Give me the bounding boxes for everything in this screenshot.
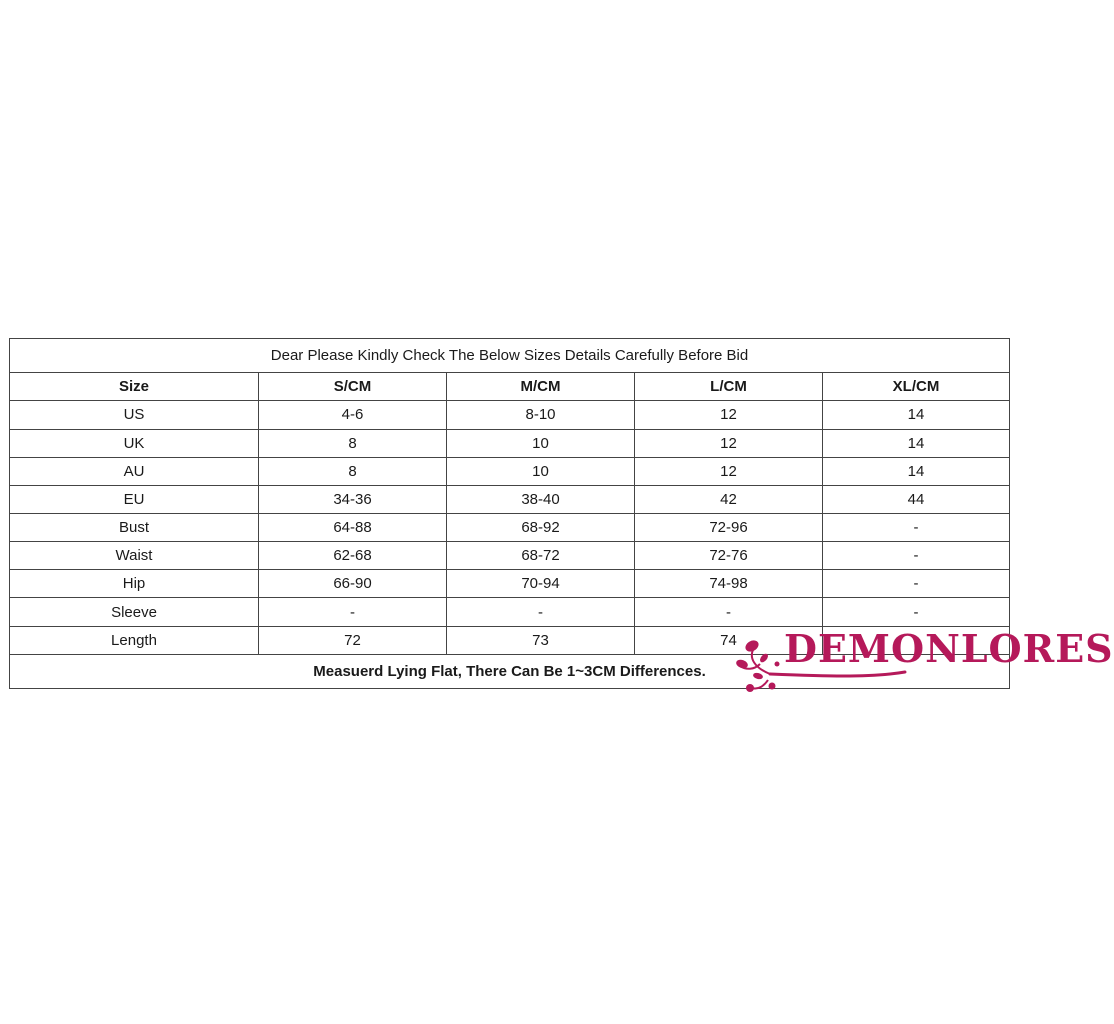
brand-watermark-text: DEMONLORES xyxy=(784,626,1114,671)
table-cell: - xyxy=(823,513,1010,541)
table-caption: Dear Please Kindly Check The Below Sizes Details Carefully Before Bid xyxy=(10,339,1010,373)
table-cell: 72-76 xyxy=(635,542,823,570)
table-cell: 68-92 xyxy=(447,513,635,541)
table-cell: - xyxy=(259,598,447,626)
table-row xyxy=(10,429,1010,457)
row-label: US xyxy=(10,401,259,429)
row-label: EU xyxy=(10,485,259,513)
table-cell: 4-6 xyxy=(259,401,447,429)
table-cell: - xyxy=(447,598,635,626)
table-row xyxy=(10,542,1010,570)
table-cell: 10 xyxy=(447,429,635,457)
table-row xyxy=(10,457,1010,485)
header-cell: XL/CM xyxy=(823,373,1010,401)
table-cell: - xyxy=(823,542,1010,570)
header-cell: M/CM xyxy=(447,373,635,401)
header-cell: Size xyxy=(10,373,259,401)
row-label: Bust xyxy=(10,513,259,541)
table-cell: 66-90 xyxy=(259,570,447,598)
table-cell: 62-68 xyxy=(259,542,447,570)
table-cell: 14 xyxy=(823,457,1010,485)
table-row xyxy=(10,513,1010,541)
row-label: UK xyxy=(10,429,259,457)
caption-row xyxy=(10,339,1010,373)
row-label: Waist xyxy=(10,542,259,570)
row-label: Length xyxy=(10,626,259,654)
table-cell: 72 xyxy=(259,626,447,654)
table-cell: 8-10 xyxy=(447,401,635,429)
header-cell: L/CM xyxy=(635,373,823,401)
table-cell: 12 xyxy=(635,457,823,485)
table-cell: 72-96 xyxy=(635,513,823,541)
table-cell: 44 xyxy=(823,485,1010,513)
table-row xyxy=(10,485,1010,513)
table-cell: 74-98 xyxy=(635,570,823,598)
table-cell: 10 xyxy=(447,457,635,485)
row-label: Hip xyxy=(10,570,259,598)
table-cell: 12 xyxy=(635,429,823,457)
table-cell: 42 xyxy=(635,485,823,513)
table-cell: 73 xyxy=(447,626,635,654)
table-row xyxy=(10,401,1010,429)
brand-watermark xyxy=(730,624,1114,696)
table-cell: 64-88 xyxy=(259,513,447,541)
table-cell: 14 xyxy=(823,429,1010,457)
table-cell: 38-40 xyxy=(447,485,635,513)
table-cell: 34-36 xyxy=(259,485,447,513)
table-row xyxy=(10,570,1010,598)
header-cell: S/CM xyxy=(259,373,447,401)
table-cell: 8 xyxy=(259,429,447,457)
table-cell: 14 xyxy=(823,401,1010,429)
table-cell: - xyxy=(823,570,1010,598)
table-cell: 68-72 xyxy=(447,542,635,570)
row-label: AU xyxy=(10,457,259,485)
table-cell: 74 xyxy=(635,626,823,654)
table-cell: 12 xyxy=(635,401,823,429)
table-cell: 70-94 xyxy=(447,570,635,598)
table-cell: 8 xyxy=(259,457,447,485)
row-label: Sleeve xyxy=(10,598,259,626)
table-footnote: Measuerd Lying Flat, There Can Be 1~3CM Differences. xyxy=(10,654,1010,688)
header-row xyxy=(10,373,1010,401)
table-row xyxy=(10,598,1010,626)
table-cell: - xyxy=(635,598,823,626)
table-cell: - xyxy=(823,598,1010,626)
